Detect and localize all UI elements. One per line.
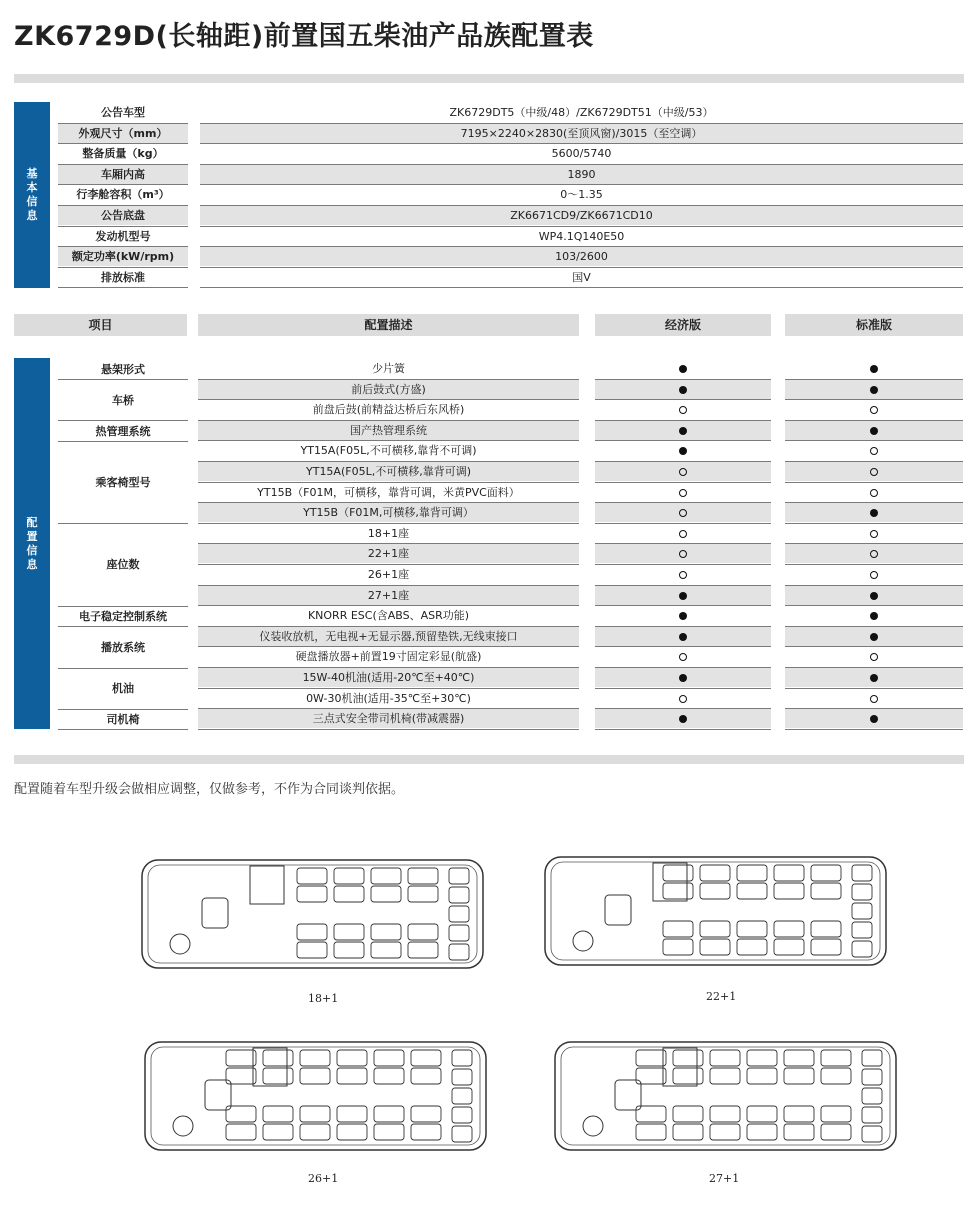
- category-label: 电子稳定控制系统: [79, 609, 167, 623]
- basic-row-label: 公告车型: [101, 106, 145, 119]
- filled-circle-icon: [679, 715, 687, 723]
- header-standard: 标准版: [785, 314, 963, 336]
- row-rule: [200, 287, 963, 288]
- filled-circle-icon: [679, 386, 687, 394]
- basic-row-value: WP4.1Q140E50: [538, 229, 625, 243]
- standard-cell: [785, 503, 963, 522]
- standard-cell: [785, 565, 963, 584]
- basic-row-label: 行李舱容积（m³）: [76, 188, 170, 202]
- filled-circle-icon: [679, 674, 687, 682]
- category-label: 司机椅: [106, 712, 140, 726]
- economy-cell: [595, 647, 771, 666]
- row-rule: [198, 729, 579, 730]
- filled-circle-icon: [679, 447, 687, 455]
- economy-cell: [595, 709, 771, 728]
- standard-cell: [785, 359, 963, 378]
- category-label: 乘客椅型号: [95, 476, 151, 490]
- empty-circle-icon: [870, 571, 878, 579]
- basic-row-label: 排放标准: [101, 270, 145, 284]
- empty-circle-icon: [870, 447, 878, 455]
- empty-circle-icon: [870, 530, 878, 538]
- row-rule: [595, 729, 771, 730]
- filled-circle-icon: [679, 633, 687, 641]
- empty-circle-icon: [679, 550, 687, 558]
- empty-circle-icon: [870, 489, 878, 497]
- category-label: 车桥: [112, 393, 134, 407]
- basic-row-label: 整备质量（kg）: [82, 147, 164, 161]
- bottom-divider: [14, 755, 964, 764]
- basic-row-value: 国V: [572, 270, 591, 284]
- empty-circle-icon: [679, 406, 687, 414]
- category-label: 机油: [112, 682, 134, 696]
- disclaimer-note: 配置随着车型升级会做相应调整，仅做参考，不作为合同谈判依据。: [14, 782, 405, 797]
- filled-circle-icon: [870, 592, 878, 600]
- basic-row-label: 车厢内高: [58, 165, 188, 184]
- standard-cell: [785, 606, 963, 625]
- bus-floor-plan: [543, 855, 888, 967]
- layout-caption: 27+1: [709, 1172, 740, 1185]
- economy-cell: [595, 503, 771, 522]
- filled-circle-icon: [870, 427, 878, 435]
- basic-row-value: 103/2600: [200, 247, 963, 266]
- economy-cell: [595, 668, 771, 687]
- economy-cell: [595, 483, 771, 502]
- filled-circle-icon: [679, 612, 687, 620]
- economy-cell: [595, 380, 771, 399]
- empty-circle-icon: [679, 468, 687, 476]
- filled-circle-icon: [679, 592, 687, 600]
- category-label: 座位数: [106, 558, 140, 572]
- bus-floor-plan: [140, 858, 485, 970]
- page-title: ZK6729D(长轴距)前置国五柴油产品族配置表: [14, 21, 594, 52]
- basic-row-value: 5600/5740: [551, 147, 612, 161]
- standard-cell: [785, 421, 963, 440]
- config-description: 27+1座: [198, 586, 579, 605]
- config-description: 少片簧: [372, 362, 405, 375]
- config-description: 15W-40机油(适用-20℃至+40℃): [198, 668, 579, 687]
- economy-cell: [595, 689, 771, 708]
- filled-circle-icon: [870, 509, 878, 517]
- config-description: YT15B（F01M,可横移,靠背可调）: [198, 503, 579, 522]
- empty-circle-icon: [870, 406, 878, 414]
- basic-row-label: 发动机型号: [95, 229, 151, 243]
- empty-circle-icon: [679, 530, 687, 538]
- config-description: 前盘后鼓(前精益达桥后东风桥): [312, 403, 465, 417]
- basic-row-label: 公告底盘: [58, 206, 188, 225]
- basic-row-label: 外观尺寸（mm）: [58, 124, 188, 143]
- config-description: 仪装收放机，无电视+无显示器,预留垫铁,无线束接口: [198, 627, 579, 646]
- filled-circle-icon: [870, 365, 878, 373]
- basic-row-value: 7195×2240×2830(至顶风窗)/3015（至空调）: [200, 124, 963, 143]
- standard-cell: [785, 647, 963, 666]
- economy-cell: [595, 544, 771, 563]
- basic-row-value: 0～1.35: [560, 188, 603, 202]
- filled-circle-icon: [870, 674, 878, 682]
- economy-cell: [595, 627, 771, 646]
- economy-cell: [595, 359, 771, 378]
- empty-circle-icon: [679, 653, 687, 661]
- economy-cell: [595, 586, 771, 605]
- standard-cell: [785, 380, 963, 399]
- config-description: YT15A(F05L,不可横移,靠背不可调): [300, 444, 477, 458]
- standard-cell: [785, 400, 963, 419]
- standard-cell: [785, 627, 963, 646]
- config-info-side-label: 配 置 信 息: [14, 358, 50, 729]
- basic-row-value: 1890: [200, 165, 963, 184]
- economy-cell: [595, 524, 771, 543]
- config-description: 三点式安全带司机椅(带减震器): [198, 709, 579, 728]
- layout-caption: 22+1: [706, 990, 737, 1003]
- empty-circle-icon: [679, 509, 687, 517]
- filled-circle-icon: [870, 612, 878, 620]
- standard-cell: [785, 544, 963, 563]
- config-description: 硬盘播放器+前置19寸固定彩显(航盛): [295, 650, 482, 664]
- empty-circle-icon: [679, 571, 687, 579]
- economy-cell: [595, 462, 771, 481]
- config-description: 22+1座: [198, 544, 579, 563]
- filled-circle-icon: [679, 427, 687, 435]
- category-label: 热管理系统: [95, 424, 151, 438]
- layout-caption: 18+1: [308, 992, 339, 1005]
- config-description: 18+1座: [367, 526, 410, 540]
- row-rule: [785, 729, 963, 730]
- config-description: 26+1座: [367, 568, 410, 581]
- header-description: 配置描述: [198, 314, 579, 336]
- category-label: 悬架形式: [101, 362, 145, 376]
- economy-cell: [595, 441, 771, 460]
- standard-cell: [785, 483, 963, 502]
- bus-floor-plan: [143, 1040, 488, 1152]
- economy-cell: [595, 565, 771, 584]
- header-item: 项目: [14, 314, 187, 336]
- config-description: YT15B（F01M，可横移，靠背可调，米黄PVC面料）: [257, 485, 520, 499]
- economy-cell: [595, 400, 771, 419]
- layout-caption: 26+1: [308, 1172, 339, 1185]
- standard-cell: [785, 668, 963, 687]
- standard-cell: [785, 709, 963, 728]
- empty-circle-icon: [679, 695, 687, 703]
- empty-circle-icon: [870, 550, 878, 558]
- empty-circle-icon: [870, 468, 878, 476]
- economy-cell: [595, 421, 771, 440]
- top-divider: [14, 74, 964, 83]
- filled-circle-icon: [870, 386, 878, 394]
- basic-row-label: 额定功率(kW/rpm): [58, 247, 188, 266]
- config-description: 前后鼓式(方盛): [198, 380, 579, 399]
- config-description: 0W-30机油(适用-35℃至+30℃): [306, 691, 471, 705]
- empty-circle-icon: [870, 695, 878, 703]
- economy-cell: [595, 606, 771, 625]
- category-label: 播放系统: [101, 640, 145, 654]
- standard-cell: [785, 689, 963, 708]
- standard-cell: [785, 462, 963, 481]
- standard-cell: [785, 586, 963, 605]
- empty-circle-icon: [870, 653, 878, 661]
- config-description: KNORR ESC(含ABS、ASR功能): [307, 609, 470, 623]
- header-economy: 经济版: [595, 314, 771, 336]
- basic-row-value: ZK6671CD9/ZK6671CD10: [200, 206, 963, 225]
- filled-circle-icon: [679, 365, 687, 373]
- config-description: 国产热管理系统: [198, 421, 579, 440]
- bus-floor-plan: [553, 1040, 898, 1152]
- config-description: YT15A(F05L,不可横移,靠背可调): [198, 462, 579, 481]
- basic-info-side-label: 基 本 信 息: [14, 102, 50, 288]
- category-rule: [58, 729, 188, 730]
- basic-row-value: ZK6729DT5（中级/48）/ZK6729DT51（中级/53）: [449, 106, 714, 119]
- row-rule: [58, 287, 188, 288]
- empty-circle-icon: [679, 489, 687, 497]
- standard-cell: [785, 524, 963, 543]
- filled-circle-icon: [870, 715, 878, 723]
- filled-circle-icon: [870, 633, 878, 641]
- standard-cell: [785, 441, 963, 460]
